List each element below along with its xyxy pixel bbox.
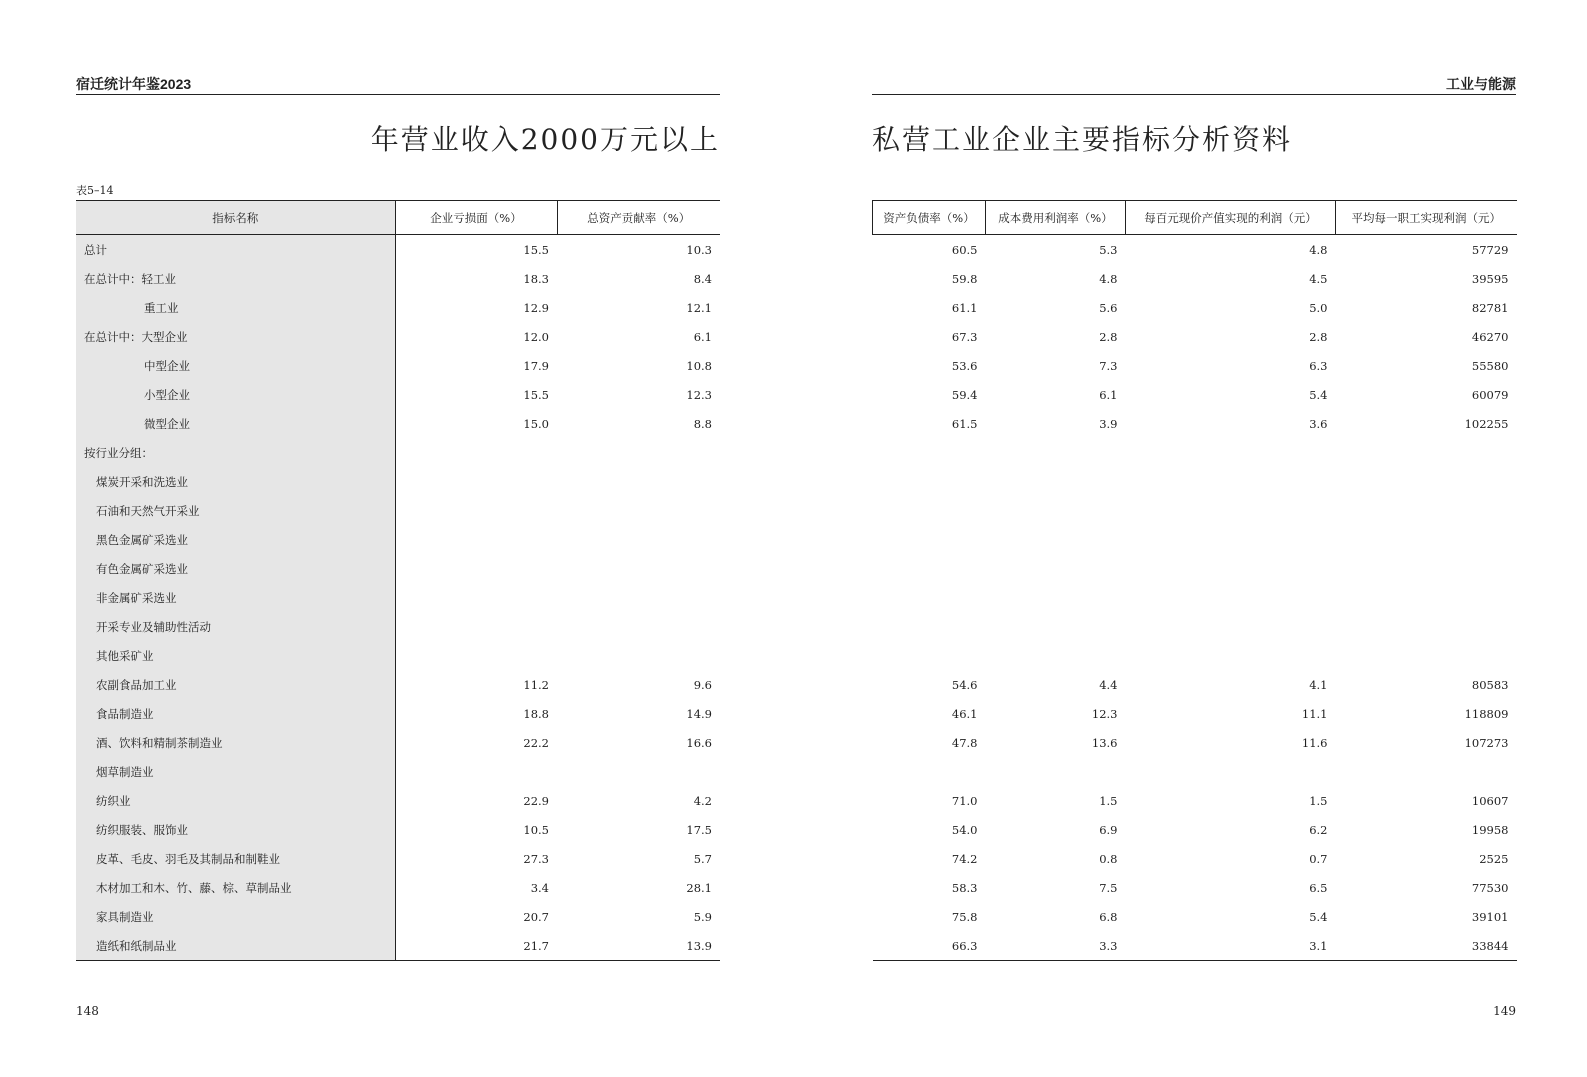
cell-value: 71.0 <box>951 793 978 808</box>
row-name: 皮革、毛皮、羽毛及其制品和制鞋业 <box>76 844 395 873</box>
running-head-left <box>76 74 720 95</box>
table-row <box>76 438 720 467</box>
cell-value: 17.5 <box>686 822 712 837</box>
cell-value: 54.0 <box>951 822 978 837</box>
table-row <box>873 612 1517 641</box>
table-row <box>76 235 720 265</box>
cell-value: 82781 <box>1471 300 1509 315</box>
cell-value: 28.1 <box>686 880 712 895</box>
cell-value: 8.8 <box>693 416 712 431</box>
cell-value <box>1336 612 1517 641</box>
right-header-row <box>873 201 1517 235</box>
cell-value <box>873 467 986 496</box>
page-number-right: 149 <box>1493 1004 1516 1018</box>
cell-value <box>395 467 557 496</box>
row-name: 在总计中：轻工业 <box>76 264 395 293</box>
table-row <box>76 670 720 699</box>
table-row <box>76 786 720 815</box>
cell-value: 15.0 <box>523 416 549 431</box>
table-row <box>873 583 1517 612</box>
cell-value <box>873 583 986 612</box>
cell-value: 1.5 <box>1309 793 1328 808</box>
cell-value: 19958 <box>1471 822 1509 837</box>
header-profit-per-worker: 平均每一职工实现利润（元） <box>1336 201 1517 235</box>
table-row <box>76 467 720 496</box>
row-name: 食品制造业 <box>76 699 395 728</box>
cell-value: 18.8 <box>523 706 549 721</box>
cell-value: 8.4 <box>693 271 712 286</box>
cell-value: 54.6 <box>951 677 978 692</box>
cell-value: 60079 <box>1471 387 1509 402</box>
cell-value: 10607 <box>1471 793 1509 808</box>
cell-value <box>557 641 720 670</box>
row-name: 小型企业 <box>76 380 395 409</box>
cell-value <box>557 438 720 467</box>
cell-value: 27.3 <box>523 851 549 866</box>
header-loss-ratio: 企业亏损面（%） <box>395 201 557 235</box>
cell-value: 0.8 <box>1099 851 1118 866</box>
cell-value <box>395 641 557 670</box>
cell-value: 11.2 <box>523 677 549 692</box>
left-page <box>76 0 720 1077</box>
table-row <box>873 931 1517 961</box>
cell-value: 75.8 <box>951 909 978 924</box>
cell-value: 6.1 <box>1099 387 1118 402</box>
table-row <box>76 757 720 786</box>
cell-value <box>557 554 720 583</box>
row-name: 酒、饮料和精制茶制造业 <box>76 728 395 757</box>
table-row <box>873 641 1517 670</box>
row-name: 其他采矿业 <box>76 641 395 670</box>
row-name: 开采专业及辅助性活动 <box>76 612 395 641</box>
row-name: 中型企业 <box>76 351 395 380</box>
cell-value: 61.1 <box>951 300 978 315</box>
table-row <box>873 844 1517 873</box>
cell-value: 58.3 <box>951 880 978 895</box>
cell-value: 3.1 <box>1126 931 1336 961</box>
right-page <box>872 0 1516 1077</box>
cell-value <box>1336 641 1517 670</box>
cell-value: 5.6 <box>1099 300 1118 315</box>
cell-value: 7.5 <box>1099 880 1118 895</box>
title-part-1: 年营业收入2000万元以上 <box>370 123 720 156</box>
cell-value: 1.5 <box>1099 793 1118 808</box>
table-row <box>873 409 1517 438</box>
cell-value <box>1126 438 1336 467</box>
cell-value: 74.2 <box>951 851 978 866</box>
cell-value <box>1126 641 1336 670</box>
cell-value <box>986 612 1126 641</box>
cell-value: 80583 <box>1471 677 1509 692</box>
table-row <box>76 409 720 438</box>
cell-value <box>1336 554 1517 583</box>
row-name: 在总计中：大型企业 <box>76 322 395 351</box>
cell-value <box>986 583 1126 612</box>
table-row <box>873 467 1517 496</box>
cell-value: 6.8 <box>1099 909 1118 924</box>
cell-value <box>1336 467 1517 496</box>
cell-value: 61.5 <box>951 416 978 431</box>
cell-value: 55580 <box>1471 358 1509 373</box>
cell-value: 77530 <box>1471 880 1509 895</box>
cell-value: 6.5 <box>1309 880 1328 895</box>
cell-value <box>557 583 720 612</box>
cell-value: 22.2 <box>523 735 549 750</box>
table-row <box>76 728 720 757</box>
table-row <box>873 815 1517 844</box>
cell-value: 0.7 <box>1309 851 1328 866</box>
cell-value <box>395 496 557 525</box>
cell-value: 10.8 <box>686 358 712 373</box>
table-row <box>76 351 720 380</box>
header-profit-per-100-yuan: 每百元现价产值实现的利润（元） <box>1126 201 1336 235</box>
cell-value <box>395 438 557 467</box>
cell-value <box>1336 583 1517 612</box>
book-title: 宿迁统计年鉴2023 <box>76 76 192 92</box>
cell-value: 15.5 <box>523 387 549 402</box>
cell-value: 4.4 <box>1099 677 1118 692</box>
cell-value <box>1336 757 1517 786</box>
cell-value: 7.3 <box>1099 358 1118 373</box>
cell-value: 4.8 <box>1099 271 1118 286</box>
cell-value: 20.7 <box>523 909 549 924</box>
cell-value <box>986 496 1126 525</box>
cell-value: 21.7 <box>395 931 557 961</box>
cell-value: 13.9 <box>557 931 720 961</box>
cell-value: 3.9 <box>1099 416 1118 431</box>
table-row <box>76 380 720 409</box>
cell-value: 46270 <box>1471 329 1509 344</box>
cell-value: 5.4 <box>1309 909 1328 924</box>
row-name: 纺织服装、服饰业 <box>76 815 395 844</box>
cell-value: 4.1 <box>1309 677 1328 692</box>
cell-value: 5.0 <box>1309 300 1328 315</box>
cell-value <box>395 612 557 641</box>
cell-value <box>986 554 1126 583</box>
cell-value: 15.5 <box>523 242 549 257</box>
row-name: 农副食品加工业 <box>76 670 395 699</box>
row-name: 微型企业 <box>76 409 395 438</box>
cell-value: 6.2 <box>1309 822 1328 837</box>
row-name: 石油和天然气开采业 <box>76 496 395 525</box>
cell-value <box>395 554 557 583</box>
cell-value: 67.3 <box>951 329 978 344</box>
cell-value <box>1126 525 1336 554</box>
cell-value: 46.1 <box>951 706 978 721</box>
table-row <box>76 612 720 641</box>
cell-value: 13.6 <box>1091 735 1118 750</box>
cell-value <box>1126 496 1336 525</box>
cell-value <box>1126 757 1336 786</box>
cell-value <box>557 525 720 554</box>
cell-value <box>1126 467 1336 496</box>
cell-value: 2.8 <box>1309 329 1328 344</box>
cell-value <box>986 757 1126 786</box>
table-row <box>873 728 1517 757</box>
table-row <box>873 873 1517 902</box>
cell-value: 33844 <box>1336 931 1517 961</box>
cell-value: 47.8 <box>951 735 978 750</box>
cell-value: 12.0 <box>523 329 549 344</box>
cell-value: 53.6 <box>951 358 978 373</box>
cell-value <box>557 496 720 525</box>
table-row <box>873 235 1517 265</box>
cell-value: 2525 <box>1479 851 1509 866</box>
table-row <box>76 322 720 351</box>
table-row <box>873 554 1517 583</box>
cell-value <box>395 583 557 612</box>
cell-value: 57729 <box>1471 242 1509 257</box>
cell-value: 12.9 <box>523 300 549 315</box>
row-name: 总计 <box>76 235 395 265</box>
table-row <box>76 525 720 554</box>
row-name: 纺织业 <box>76 786 395 815</box>
cell-value <box>1336 438 1517 467</box>
table-row <box>873 351 1517 380</box>
table-row <box>76 931 720 961</box>
cell-value <box>557 612 720 641</box>
cell-value: 11.6 <box>1301 735 1328 750</box>
cell-value: 60.5 <box>951 242 978 257</box>
cell-value <box>395 525 557 554</box>
row-name: 家具制造业 <box>76 902 395 931</box>
table-row <box>873 670 1517 699</box>
cell-value <box>557 757 720 786</box>
cell-value <box>873 525 986 554</box>
running-head-right <box>872 74 1516 95</box>
cell-value: 5.7 <box>693 851 712 866</box>
row-name: 重工业 <box>76 293 395 322</box>
table-row <box>76 844 720 873</box>
row-name: 黑色金属矿采选业 <box>76 525 395 554</box>
cell-value: 6.9 <box>1099 822 1118 837</box>
table-row <box>76 293 720 322</box>
cell-value: 118809 <box>1464 706 1509 721</box>
cell-value: 11.1 <box>1301 706 1328 721</box>
cell-value: 39101 <box>1471 909 1509 924</box>
cell-value: 12.3 <box>1091 706 1118 721</box>
cell-value: 22.9 <box>523 793 549 808</box>
table-row <box>76 902 720 931</box>
cell-value <box>986 525 1126 554</box>
cell-value: 2.8 <box>1099 329 1118 344</box>
section-title: 工业与能源 <box>1446 76 1516 92</box>
left-data-table <box>76 200 720 961</box>
table-row <box>76 699 720 728</box>
cell-value <box>395 757 557 786</box>
cell-value: 59.4 <box>951 387 978 402</box>
table-row <box>873 293 1517 322</box>
row-name: 烟草制造业 <box>76 757 395 786</box>
table-row <box>873 496 1517 525</box>
table-row <box>873 380 1517 409</box>
cell-value: 5.4 <box>1309 387 1328 402</box>
cell-value: 107273 <box>1464 735 1509 750</box>
cell-value: 12.3 <box>686 387 712 402</box>
table-row <box>873 438 1517 467</box>
row-name: 煤炭开采和洗选业 <box>76 467 395 496</box>
cell-value: 10.3 <box>686 242 712 257</box>
cell-value: 4.2 <box>693 793 712 808</box>
header-cost-profit-ratio: 成本费用利润率（%） <box>986 201 1126 235</box>
page-number-left: 148 <box>76 1004 99 1018</box>
cell-value: 9.6 <box>693 677 712 692</box>
cell-value <box>873 757 986 786</box>
table-row <box>76 641 720 670</box>
cell-value: 12.1 <box>686 300 712 315</box>
cell-value: 66.3 <box>873 931 986 961</box>
cell-value: 4.5 <box>1309 271 1328 286</box>
title-part-2: 私营工业企业主要指标分析资料 <box>872 123 1293 156</box>
left-header-row <box>76 201 720 235</box>
cell-value <box>986 438 1126 467</box>
cell-value: 3.6 <box>1309 416 1328 431</box>
cell-value: 18.3 <box>523 271 549 286</box>
cell-value <box>873 438 986 467</box>
table-row <box>873 525 1517 554</box>
table-row <box>76 496 720 525</box>
cell-value: 39595 <box>1471 271 1509 286</box>
table-row <box>76 873 720 902</box>
cell-value: 16.6 <box>686 735 712 750</box>
cell-value: 3.3 <box>986 931 1126 961</box>
cell-value: 59.8 <box>951 271 978 286</box>
cell-value <box>1336 525 1517 554</box>
cell-value <box>986 467 1126 496</box>
cell-value: 5.9 <box>693 909 712 924</box>
cell-value: 14.9 <box>686 706 712 721</box>
cell-value <box>1126 583 1336 612</box>
cell-value: 3.4 <box>530 880 549 895</box>
table-row <box>873 757 1517 786</box>
cell-value: 6.1 <box>693 329 712 344</box>
cell-value <box>873 554 986 583</box>
row-name: 有色金属矿采选业 <box>76 554 395 583</box>
table-row <box>873 264 1517 293</box>
header-indicator-name: 指标名称 <box>76 201 395 235</box>
table-row <box>873 786 1517 815</box>
cell-value <box>873 496 986 525</box>
table-row <box>873 902 1517 931</box>
table-row <box>873 699 1517 728</box>
row-name: 造纸和纸制品业 <box>76 931 395 961</box>
right-data-table <box>872 200 1517 961</box>
cell-value <box>986 641 1126 670</box>
table-row <box>76 815 720 844</box>
cell-value <box>1336 496 1517 525</box>
cell-value <box>873 641 986 670</box>
cell-value: 6.3 <box>1309 358 1328 373</box>
cell-value: 5.3 <box>1099 242 1118 257</box>
cell-value <box>873 612 986 641</box>
cell-value <box>1126 554 1336 583</box>
cell-value: 102255 <box>1464 416 1509 431</box>
cell-value: 4.8 <box>1309 242 1328 257</box>
cell-value <box>557 467 720 496</box>
cell-value <box>1126 612 1336 641</box>
row-name: 非金属矿采选业 <box>76 583 395 612</box>
table-row <box>873 322 1517 351</box>
cell-value: 17.9 <box>523 358 549 373</box>
table-row <box>76 554 720 583</box>
header-asset-contribution: 总资产贡献率（%） <box>557 201 720 235</box>
table-label: 表5–14 <box>76 184 114 197</box>
header-debt-ratio: 资产负债率（%） <box>873 201 986 235</box>
cell-value: 10.5 <box>523 822 549 837</box>
row-name: 按行业分组： <box>76 438 395 467</box>
table-row <box>76 264 720 293</box>
table-row <box>76 583 720 612</box>
row-name: 木材加工和木、竹、藤、棕、草制品业 <box>76 873 395 902</box>
